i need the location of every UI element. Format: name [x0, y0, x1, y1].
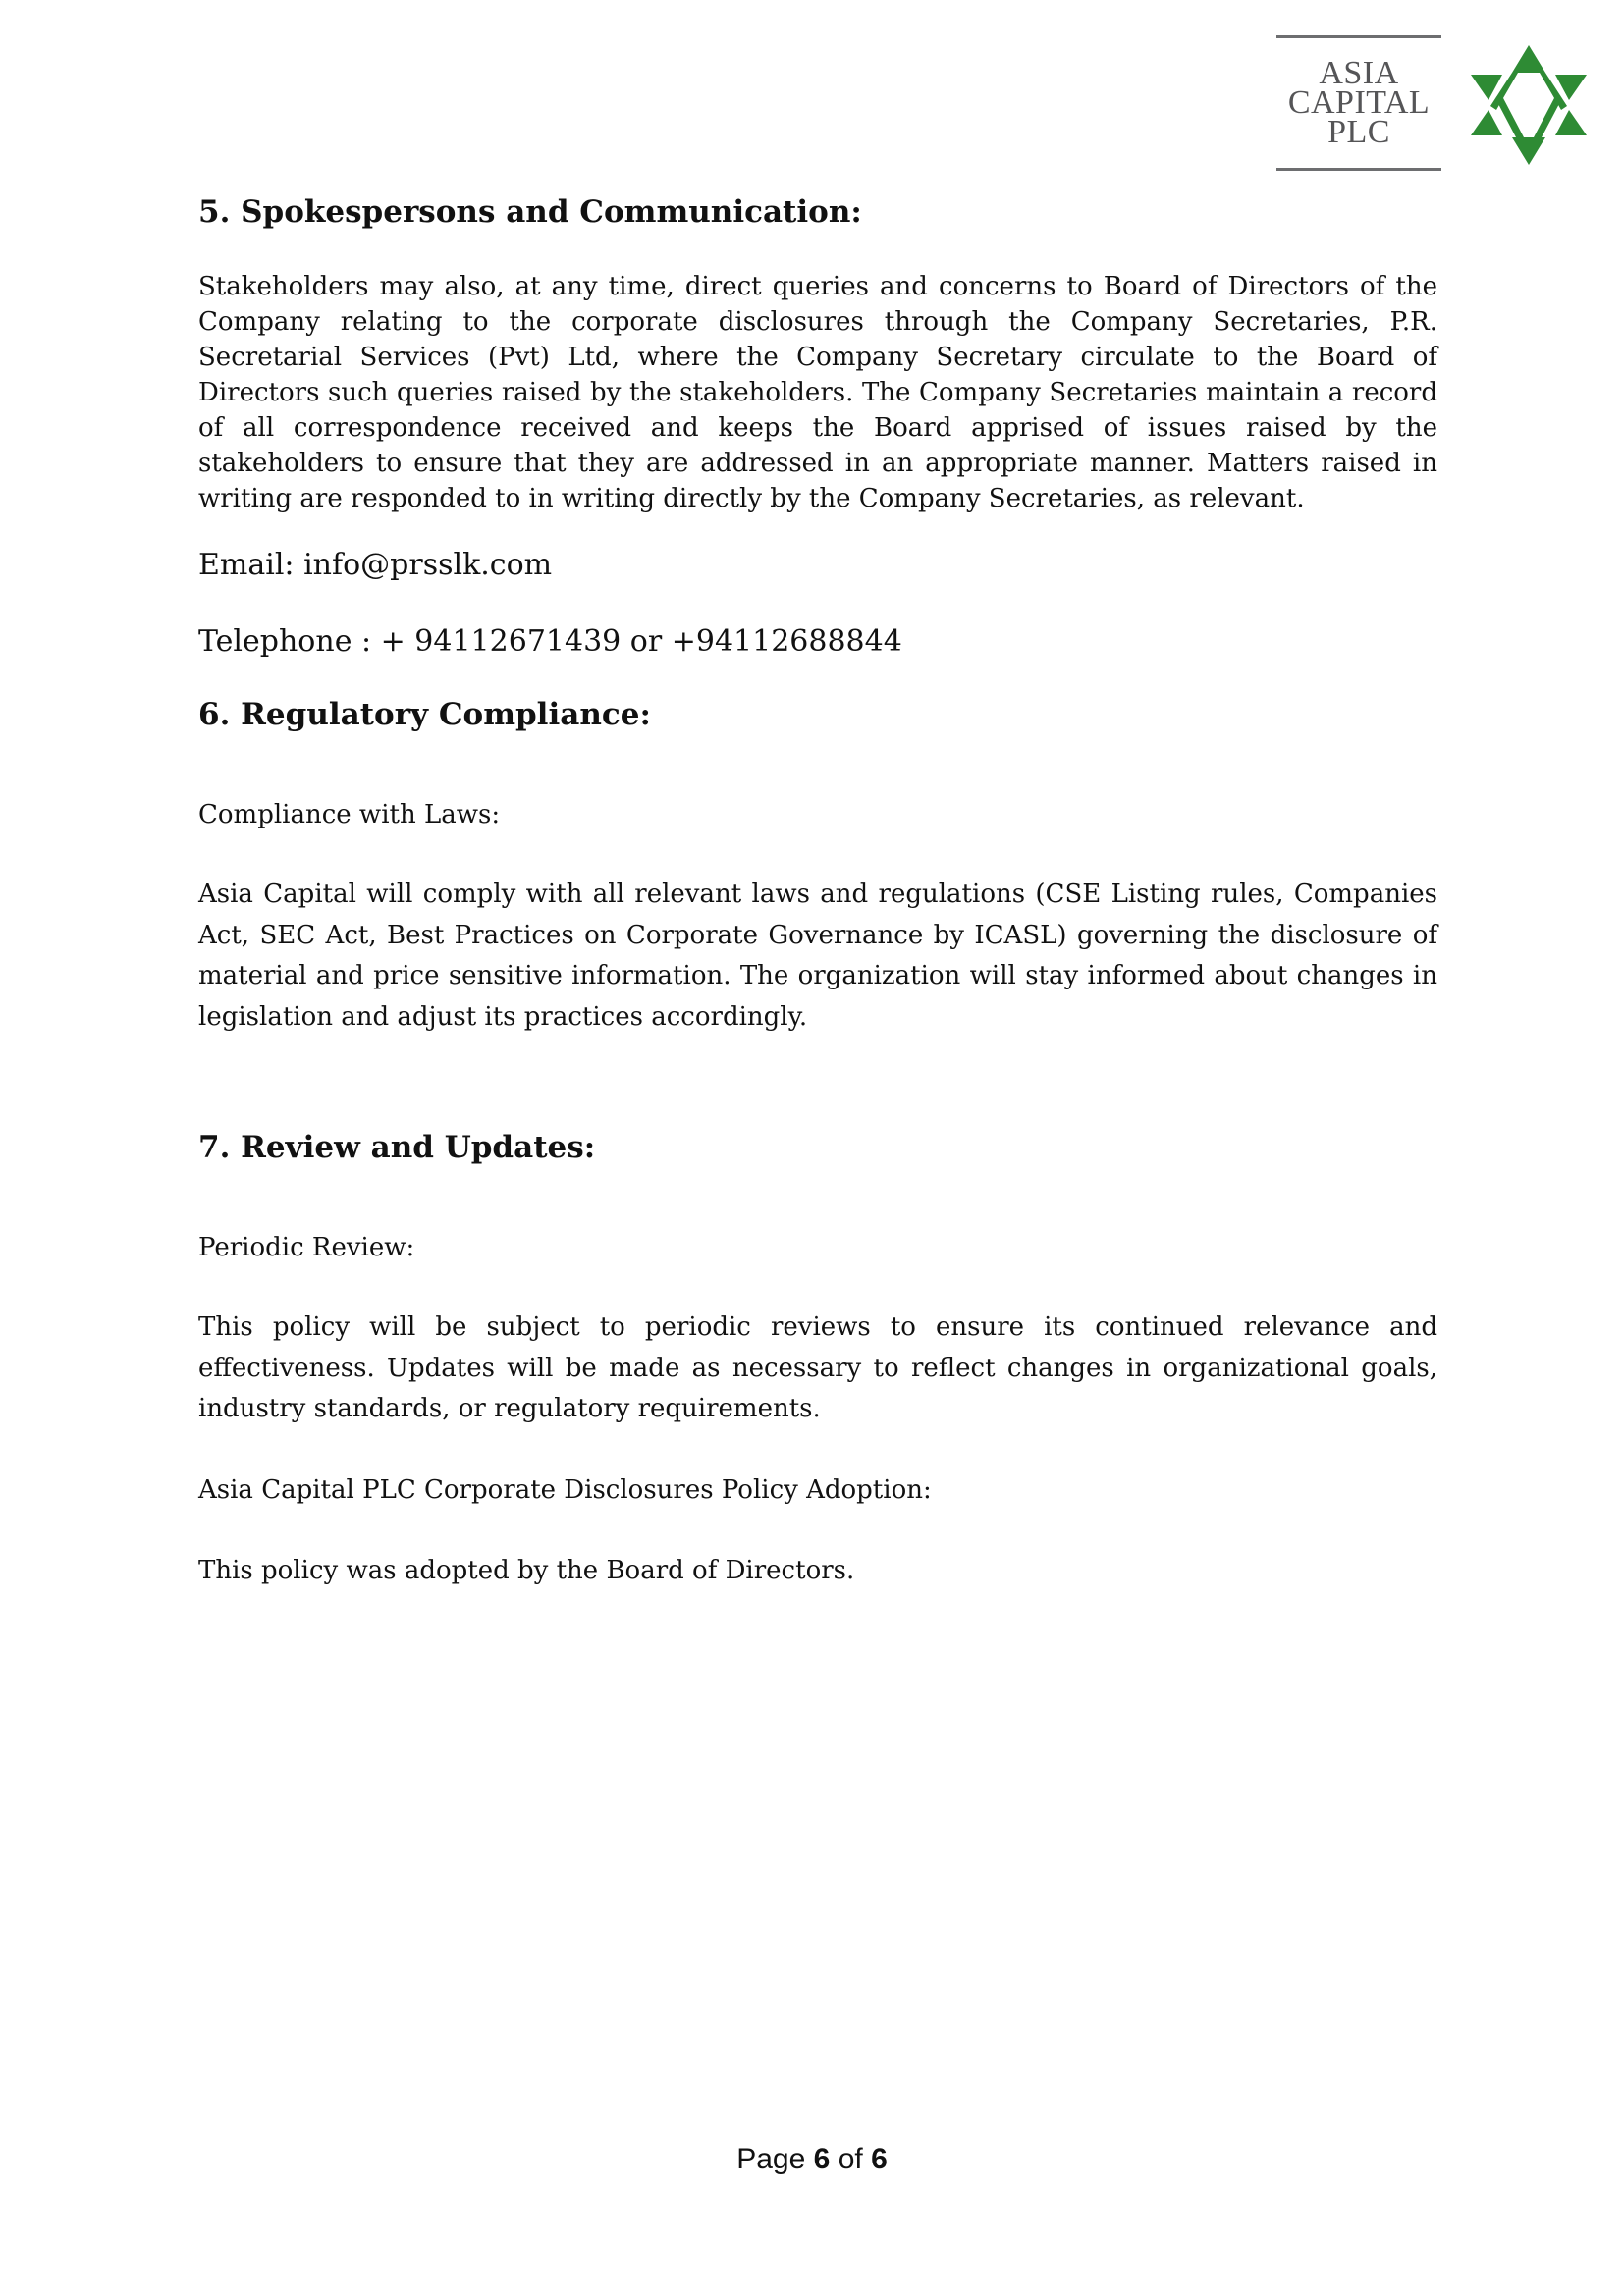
- document-body: [198, 192, 1437, 1590]
- section-6-body: Asia Capital will comply with all relevant laws and regulations (CSE Listing rules, Companies Act, SEC Act, Best Practices on Corporate Governance by ICASL) governing the disclosure of material and price sensitive information. The organization will stay informed about changes in legislation and adjust its practices accordingly.: [198, 880, 1437, 1032]
- logo-line-1: ASIA: [1319, 55, 1399, 91]
- section-5-heading: 5. Spokespersons and Communication:: [198, 194, 862, 230]
- adoption-title: Asia Capital PLC Corporate Disclosures Policy Adoption:: [198, 1474, 932, 1505]
- logo-line-2: CAPITAL: [1287, 84, 1431, 121]
- email-line: Email: info@prsslk.com: [198, 548, 553, 582]
- page-total: 6: [871, 2143, 888, 2175]
- section-5-body: Stakeholders may also, at any time, direct queries and concerns to Board of Directors of the Company relating to the corporate disclosures through the Company Secretaries, P.R. Secretarial Services (Pvt) Ltd, where the Company Secretary circulate to the Board of Directors such queries raised by the stakeholders. The Company Secretaries maintain a record of all correspondence received and keeps the Board apprised of issues raised by the stakeholders to ensure that they are addressed in an appropriate manner. Matters raised in writing are responded to in writing directly by the Company Secretaries, as relevant.: [198, 272, 1437, 513]
- page-footer: [0, 2140, 1624, 2179]
- page-prefix: Page: [736, 2143, 806, 2175]
- telephone-line: Telephone : + 94112671439 or +94112688844: [198, 624, 902, 659]
- logo-line-3: PLC: [1327, 114, 1390, 150]
- page-current: 6: [813, 2143, 831, 2175]
- page-separator: of: [838, 2143, 863, 2175]
- company-logo: [1276, 35, 1591, 173]
- adoption-text: This policy was adopted by the Board of Directors.: [198, 1555, 855, 1585]
- section-7-body: This policy will be subject to periodic reviews to ensure its continued relevance and effectiveness. Updates will be made as necessary to reflect changes in organizational goals, industry standards, or regulatory requirements.: [198, 1312, 1437, 1423]
- section-6-subheading: Compliance with Laws:: [198, 800, 501, 829]
- asia-capital-star-icon: [1467, 41, 1591, 169]
- logo-wordmark: [1276, 35, 1441, 171]
- section-6-heading: 6. Regulatory Compliance:: [198, 697, 651, 732]
- section-7-subheading: Periodic Review:: [198, 1233, 415, 1262]
- section-7-heading: 7. Review and Updates:: [198, 1130, 596, 1165]
